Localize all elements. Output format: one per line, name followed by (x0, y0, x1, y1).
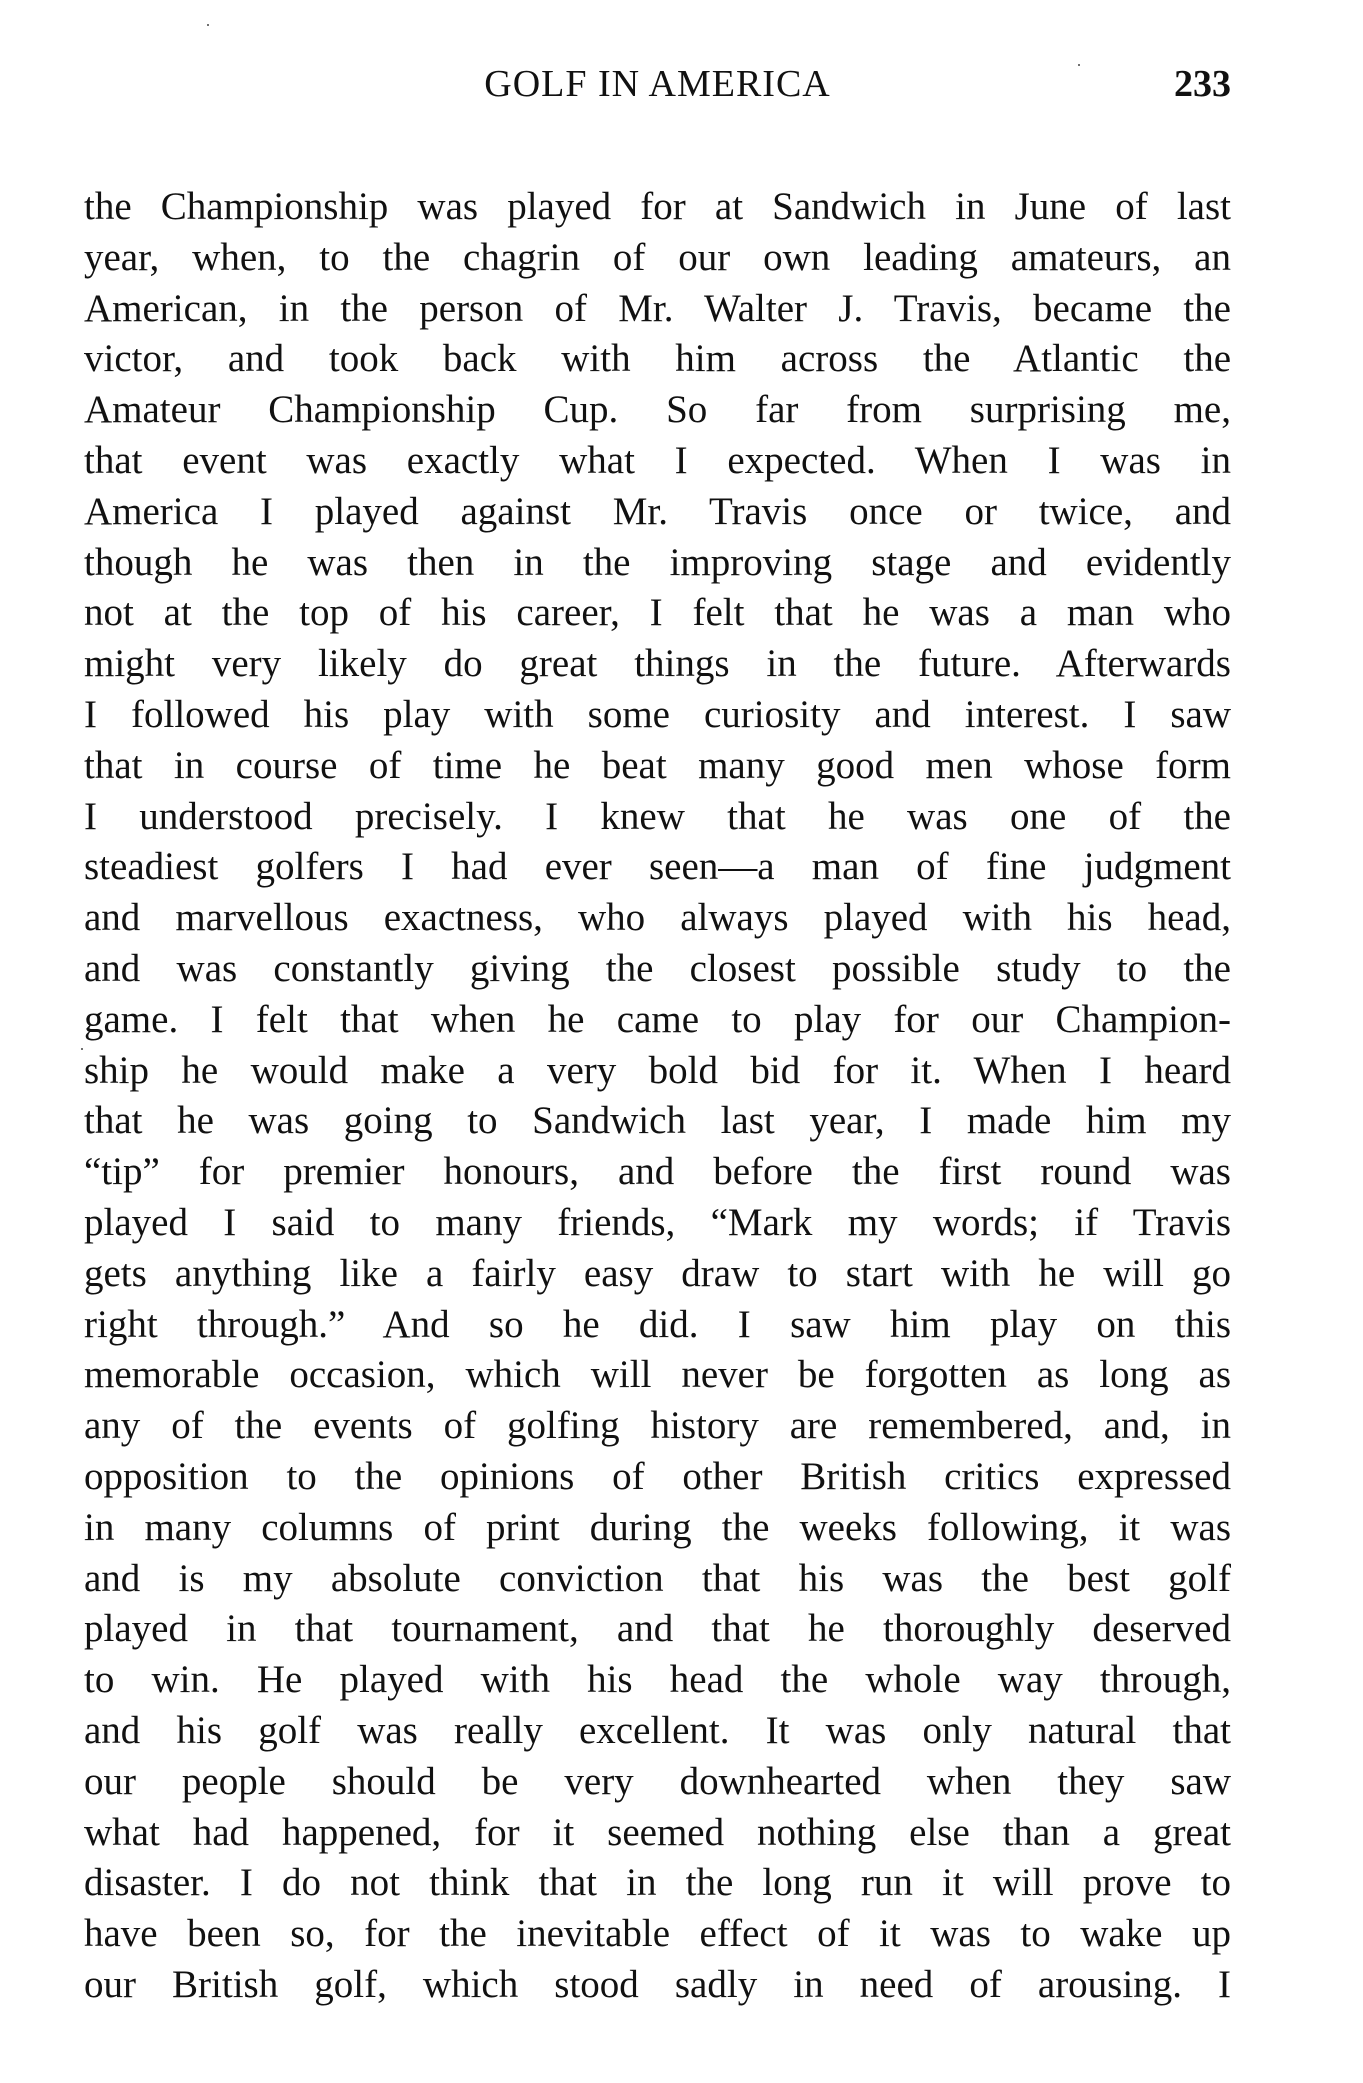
text-line: America I played against Mr. Travis once or twice, and (84, 489, 1231, 533)
body-text (84, 182, 1231, 2011)
text-line: and was constantly giving the closest possible study to the (84, 946, 1231, 990)
text-line: that event was exactly what I expected. When I was in (84, 438, 1231, 482)
text-line: to win. He played with his head the whole way through, (84, 1658, 1231, 1702)
text-line: have been so, for the inevitable effect of it was to wake up (84, 1912, 1231, 1956)
text-line: what had happened, for it seemed nothing else than a great (84, 1810, 1231, 1854)
text-line: year, when, to the chagrin of our own leading amateurs, an (84, 235, 1231, 279)
text-line: right through.” And so he did. I saw him play on this (84, 1302, 1231, 1346)
text-line: in many columns of print during the weeks following, it was (84, 1505, 1231, 1549)
running-header (84, 62, 1231, 114)
text-line: that he was going to Sandwich last year, I made him my (84, 1099, 1231, 1143)
text-line: American, in the person of Mr. Walter J. Travis, became the (84, 286, 1231, 330)
running-title: GOLF IN AMERICA (484, 63, 831, 105)
text-line: I followed his play with some curiosity and interest. I saw (84, 692, 1231, 736)
text-line: memorable occasion, which will never be forgotten as long as (84, 1353, 1231, 1397)
text-line: the Championship was played for at Sandwich in June of last (84, 185, 1231, 228)
text-line: our people should be very downhearted when they saw (84, 1759, 1231, 1803)
scan-speck (81, 1048, 83, 1050)
text-line: disaster. I do not think that in the long run it will prove to (84, 1861, 1231, 1905)
text-line: played in that tournament, and that he thoroughly deserved (84, 1607, 1231, 1651)
text-line: gets anything like a fairly easy draw to start with he will go (84, 1251, 1231, 1295)
text-line: though he was then in the improving stage and evidently (84, 540, 1231, 584)
scan-speck (207, 24, 209, 26)
text-line: “tip” for premier honours, and before the first round was (84, 1150, 1231, 1194)
text-line: Amateur Championship Cup. So far from surprising me, (84, 388, 1231, 432)
text-line: victor, and took back with him across the Atlantic the (84, 337, 1231, 381)
text-line: ship he would make a very bold bid for it. When I heard (84, 1048, 1231, 1092)
text-line: steadiest golfers I had ever seen—a man of fine judgment (84, 845, 1231, 889)
text-line: that in course of time he beat many good men whose form (84, 743, 1231, 787)
text-line: opposition to the opinions of other British critics expressed (84, 1454, 1231, 1498)
text-line: any of the events of golfing history are remembered, and, in (84, 1404, 1231, 1448)
text-line: I understood precisely. I knew that he was one of the (84, 794, 1231, 838)
page-number: 233 (1174, 63, 1231, 105)
text-line: not at the top of his career, I felt that he was a man who (84, 591, 1231, 635)
text-line: might very likely do great things in the future. Afterwards (84, 642, 1231, 686)
text-line: game. I felt that when he came to play for our Champion- (84, 997, 1231, 1041)
text-line: our British golf, which stood sadly in need of arousing. I (84, 1962, 1231, 2006)
text-line: and is my absolute conviction that his was the best golf (84, 1556, 1231, 1600)
text-line: played I said to many friends, “Mark my words; if Travis (84, 1200, 1231, 1244)
text-line: and his golf was really excellent. It was only natural that (84, 1708, 1231, 1752)
text-line: and marvellous exactness, who always played with his head, (84, 896, 1231, 940)
